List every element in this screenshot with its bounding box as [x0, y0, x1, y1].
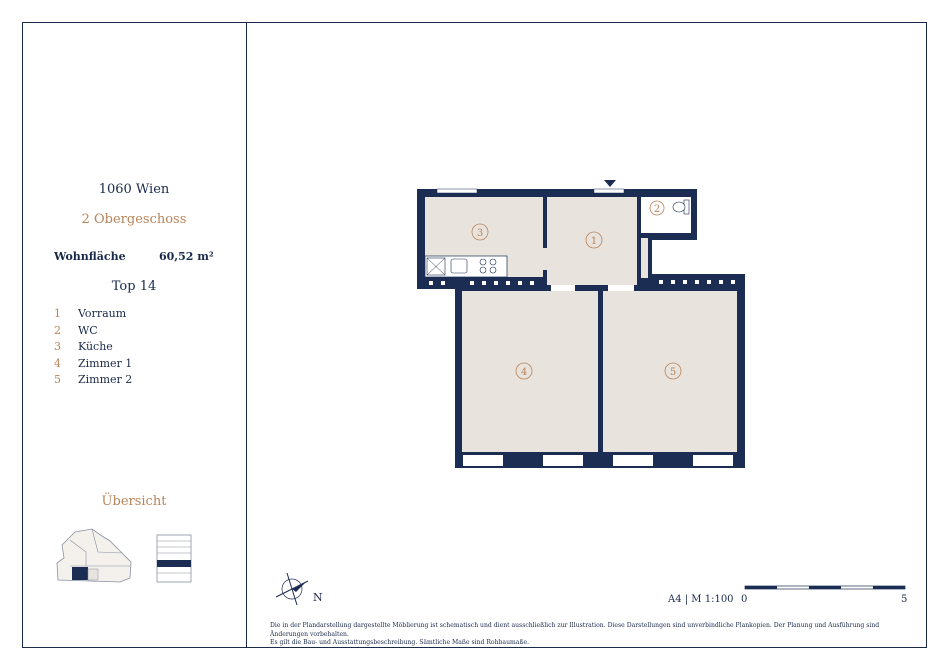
window — [437, 189, 477, 193]
living-area-label: Wohnfläche — [54, 250, 126, 263]
scale-start-label: 0 — [741, 594, 748, 605]
room-marker-2: 2 — [653, 204, 661, 215]
window — [543, 455, 583, 466]
scale-label: A4 | M 1:100 — [668, 594, 734, 605]
room-name: Küche — [78, 340, 113, 353]
door-opening — [608, 285, 634, 291]
highlighted-floor — [157, 560, 191, 567]
scale-end-label: 5 — [901, 594, 908, 605]
room-number: 3 — [54, 340, 61, 353]
disclaimer — [270, 622, 910, 648]
kitchen-counter — [425, 256, 507, 277]
room-name: Zimmer 2 — [78, 373, 133, 386]
room-marker-4: 4 — [520, 367, 528, 378]
room-number: 4 — [54, 356, 61, 370]
door-opening — [543, 248, 547, 270]
door-opening — [551, 285, 575, 291]
floor-label: 2 Obergeschoss — [81, 212, 187, 227]
window — [613, 455, 653, 466]
room-zimmer-1 — [462, 291, 598, 452]
compass-icon — [276, 573, 308, 605]
room-name: WC — [78, 323, 98, 337]
room-marker-1: 1 — [590, 236, 598, 247]
window — [693, 455, 733, 466]
unit-label: Top 14 — [111, 279, 157, 294]
window — [594, 189, 624, 193]
room-number: 5 — [54, 373, 61, 386]
room-name: Vorraum — [78, 307, 127, 320]
disclaimer-line: Es gilt die Bau- und Ausstattungsbeschreibung. Sämtliche Maße sind Rohbaumaße. — [270, 639, 530, 646]
building-section-overview — [157, 535, 191, 582]
city-label: 1060 Wien — [98, 182, 170, 197]
overview-title: Übersicht — [101, 494, 167, 509]
room-number: 2 — [54, 323, 61, 337]
disclaimer-line: Die in der Plandarstellung dargestellte Möblierung ist schematisch und dient ausschließlich zur Illustration. Diese Darstellungen sind unverbindliche Plankopien. Der Planung und Ausführung sind Änderungen vorbehalten. — [270, 622, 880, 638]
room-name: Zimmer 1 — [78, 356, 133, 370]
north-label: N — [313, 591, 323, 604]
floor-plan — [417, 180, 745, 468]
window — [463, 455, 503, 466]
living-area-value: 60,52 m² — [159, 250, 214, 263]
room-wc — [641, 197, 691, 233]
site-overview-map — [57, 529, 131, 582]
scale-bar — [745, 586, 905, 589]
room-marker-3: 3 — [476, 228, 484, 239]
room-number: 1 — [54, 307, 61, 320]
entrance-arrow-icon — [604, 180, 616, 187]
highlighted-unit — [72, 567, 88, 580]
room-marker-5: 5 — [669, 367, 677, 378]
